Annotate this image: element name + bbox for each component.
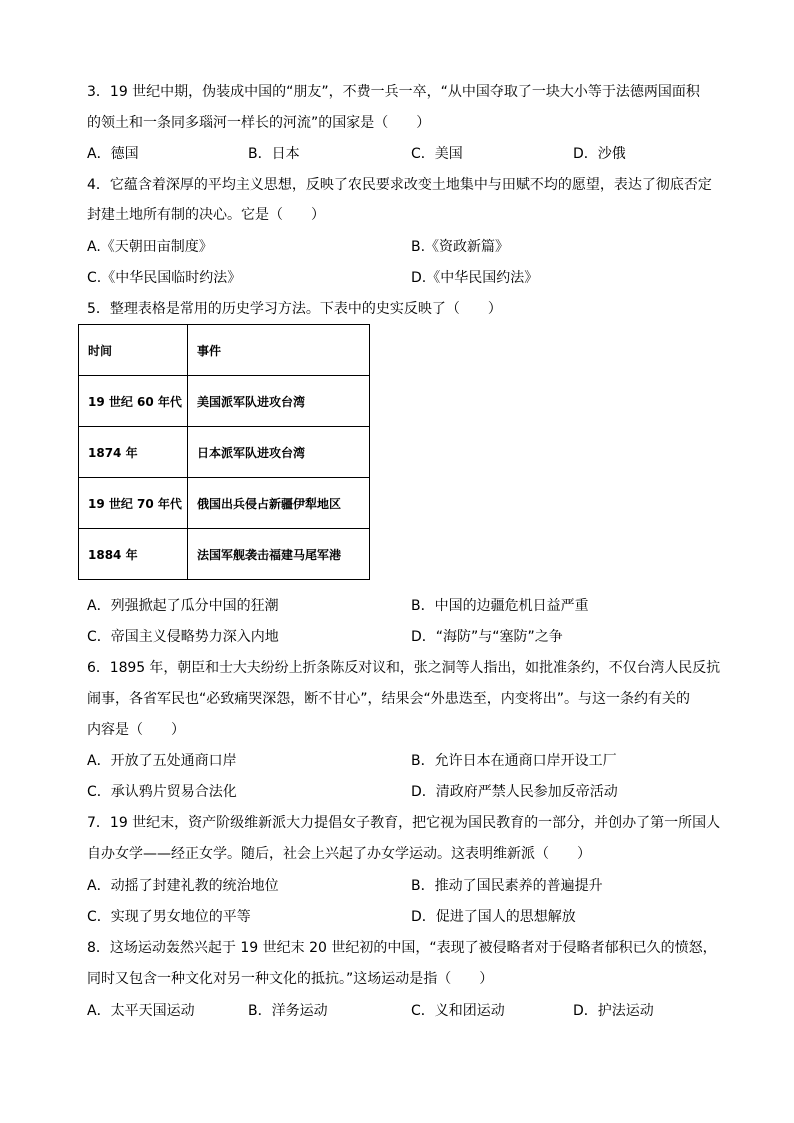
table-cell-time: 1884 年 (79, 529, 188, 580)
question-3-option-a: A．德国 (87, 146, 139, 162)
question-4-option-d: D.《中华民国约法》 (411, 270, 539, 286)
question-3-stem-line-2: 的领土和一条同多瑙河一样长的河流”的国家是（ ） (87, 115, 431, 131)
question-4-option-a: A.《天朝田亩制度》 (87, 239, 213, 255)
question-6-option-c: C．承认鸦片贸易合法化 (87, 784, 237, 800)
question-6-stem-line-2: 闹事，各省军民也“必致痛哭深怨，断不甘心”，结果会“外患迭至，内变将出”。与这一条约有关的 (87, 691, 691, 707)
table-cell-time: 1874 年 (79, 427, 188, 478)
table-header-event: 事件 (188, 325, 370, 376)
table-row (79, 376, 370, 427)
table-cell-event: 俄国出兵侵占新疆伊犁地区 (188, 478, 370, 529)
question-8-stem-line-2: 同时又包含一种文化对另一种文化的抵抗。”这场运动是指（ ） (87, 971, 494, 987)
question-5-option-d: D．“海防”与“塞防”之争 (411, 629, 563, 645)
table-cell-event: 日本派军队进攻台湾 (188, 427, 370, 478)
table-header-time: 时间 (79, 325, 188, 376)
question-7-stem-line-2: 自办女学——经正女学。随后，社会上兴起了办女学运动。这表明维新派（ ） (87, 846, 591, 862)
table-cell-event: 法国军舰袭击福建马尾军港 (188, 529, 370, 580)
question-6-stem-line-1: 6．1895 年，朝臣和士大夫纷纷上折条陈反对议和，张之洞等人指出，如批准条约，不仅台湾人民反抗 (87, 660, 720, 676)
question-7-option-b: B．推动了国民素养的普遍提升 (411, 878, 603, 894)
question-4-option-b: B.《资政新篇》 (411, 239, 510, 255)
table-row (79, 478, 370, 529)
history-table (78, 324, 370, 580)
table-cell-time: 19 世纪 60 年代 (79, 376, 188, 427)
question-8-option-d: D．护法运动 (573, 1003, 654, 1019)
question-8-stem-line-1: 8．这场运动轰然兴起于 19 世纪末 20 世纪初的中国，“表现了被侵略者对于侵略者郁积已久的愤怒， (87, 940, 717, 956)
question-7-option-c: C．实现了男女地位的平等 (87, 909, 251, 925)
table-header-row (79, 325, 370, 376)
question-6-option-d: D．清政府严禁人民参加反帝活动 (411, 784, 618, 800)
question-4-stem-line-1: 4．它蕴含着深厚的平均主义思想，反映了农民要求改变土地集中与田赋不均的愿望，表达了彻底否定 (87, 177, 712, 193)
question-5-stem: 5．整理表格是常用的历史学习方法。下表中的史实反映了（ ） (87, 301, 502, 317)
question-3-option-b: B．日本 (248, 146, 300, 162)
question-8-option-b: B．洋务运动 (248, 1003, 328, 1019)
question-8-option-a: A．太平天国运动 (87, 1003, 195, 1019)
question-6-option-a: A．开放了五处通商口岸 (87, 753, 237, 769)
question-7-option-d: D．促进了国人的思想解放 (411, 909, 576, 925)
table-row (79, 529, 370, 580)
question-6-stem-line-3: 内容是（ ） (87, 722, 185, 738)
question-4-option-c: C.《中华民国临时约法》 (87, 270, 242, 286)
question-8-option-c: C．义和团运动 (411, 1003, 505, 1019)
question-6-option-b: B．允许日本在通商口岸开设工厂 (411, 753, 617, 769)
table-cell-time: 19 世纪 70 年代 (79, 478, 188, 529)
question-5-option-c: C．帝国主义侵略势力深入内地 (87, 629, 279, 645)
question-5-option-a: A．列强掀起了瓜分中国的狂潮 (87, 598, 279, 614)
question-3-option-d: D．沙俄 (573, 146, 626, 162)
question-3-option-c: C．美国 (411, 146, 463, 162)
question-3-stem-line-1: 3．19 世纪中期，伪装成中国的“朋友”，不费一兵一卒，“从中国夺取了一块大小等于法德两国面积 (87, 84, 700, 100)
question-4-stem-line-2: 封建土地所有制的决心。它是（ ） (87, 207, 325, 223)
question-5-option-b: B．中国的边疆危机日益严重 (411, 598, 589, 614)
question-7-stem-line-1: 7．19 世纪末，资产阶级维新派大力提倡女子教育，把它视为国民教育的一部分，并创办了第一所国人 (87, 815, 721, 831)
table-cell-event: 美国派军队进攻台湾 (188, 376, 370, 427)
question-7-option-a: A．动摇了封建礼教的统治地位 (87, 878, 279, 894)
table-row (79, 427, 370, 478)
